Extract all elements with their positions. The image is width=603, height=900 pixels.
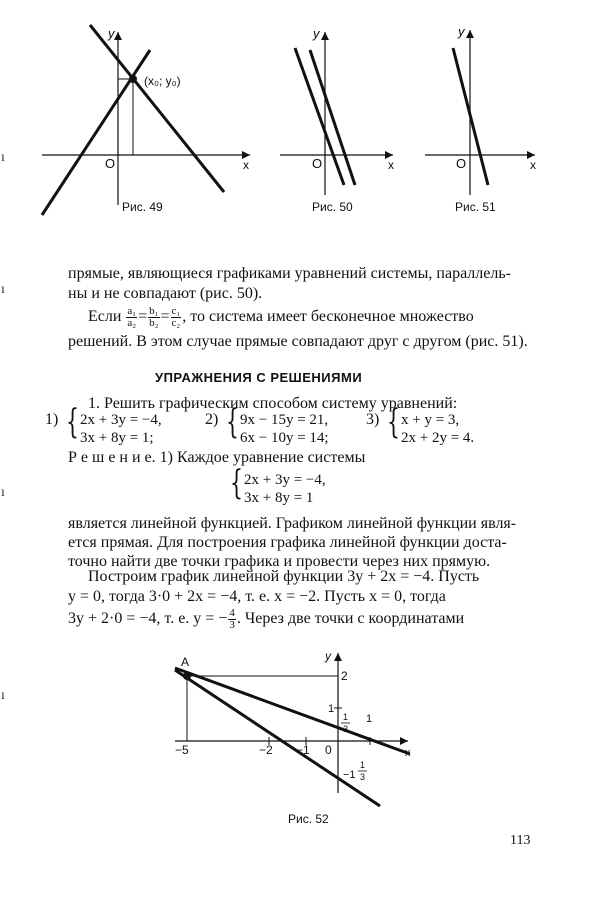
frac-b-num: b₁: [149, 305, 159, 317]
fig52-x-tick-1: 1: [366, 713, 373, 725]
frac-a: [126, 306, 137, 329]
exercise-1-title: 1. Решить графическим способом систему уравнений:: [88, 395, 458, 412]
fig52-neg-num: 1: [360, 760, 366, 770]
fig49-line-1: [42, 50, 150, 215]
para3-line1: является линейной функцией. Графиком линейной функции явля-: [68, 515, 517, 532]
frac-c: [171, 306, 182, 329]
fig52-y-label: y: [325, 649, 331, 663]
fig49-y-arrow: [114, 32, 122, 40]
fig49-caption: Рис. 49: [122, 200, 163, 214]
system-3-brace: {: [387, 402, 400, 442]
system-3-eq1: x + y = 3,: [401, 412, 460, 428]
para4-line1: Построим график линейной функции 3y + 2x = −4. Пусть: [88, 568, 480, 585]
fig52-neg-den: 3: [360, 772, 366, 782]
fig50-origin: O: [312, 156, 323, 171]
margin-mark-1: ı: [1, 150, 5, 165]
para4-line3-a: 3y + 2·0 = −4, т. е. y = −: [68, 610, 228, 628]
fig52-point-a: [183, 672, 191, 680]
fig52-third-num: 1: [343, 712, 349, 722]
system-1-number: 1): [45, 411, 59, 428]
margin-mark-3: ı: [1, 485, 5, 500]
system-2-brace: {: [226, 402, 239, 442]
fig52-y-arrow: [334, 653, 342, 661]
system-3-number: 3): [366, 411, 380, 428]
fig51-y-label: y: [458, 24, 465, 39]
fig52-neg-whole: −1: [343, 769, 356, 781]
fig52-caption: Рис. 52: [288, 812, 329, 826]
fig49-point-label: (x₀; y₀): [144, 74, 181, 88]
para3-line3: точно найти две точки графика и провести через них прямую.: [68, 553, 491, 570]
para4-line3-b: . Через две точки с координатами: [236, 610, 465, 628]
fig52-x-arrow: [400, 737, 408, 745]
figure-50: [275, 20, 405, 220]
frac-c-den: c₂: [171, 317, 181, 329]
fig49-origin: O: [105, 156, 116, 171]
fig51-origin: O: [456, 156, 467, 171]
para2-line1: [88, 306, 474, 329]
fig50-y-label: y: [313, 26, 320, 41]
fig52-x-tick-neg5: −5: [175, 743, 189, 757]
section-heading: УПРАЖНЕНИЯ С РЕШЕНИЯМИ: [155, 370, 363, 385]
figure-52: [165, 648, 430, 808]
fig51-y-arrow: [466, 30, 474, 38]
page-number: 113: [510, 833, 531, 848]
para4-line3: [68, 608, 464, 631]
frac-a-den: a₂: [127, 317, 137, 329]
system-2-eq1: 9x − 15y = 21,: [240, 412, 329, 428]
fig52-y-tick-2: 2: [341, 669, 348, 683]
solution-line: Р е ш е н и е. 1) Каждое уравнение системы: [68, 449, 366, 466]
fig50-x-label: x: [388, 158, 394, 172]
margin-mark-2: ı: [1, 282, 5, 297]
fig52-point-label: A: [181, 655, 190, 669]
para2-if: Если: [88, 308, 122, 326]
fig52-line-1: [175, 670, 380, 806]
para2-eq1: =: [138, 308, 148, 326]
figure-51: [420, 20, 540, 220]
frac-a-num: a₁: [127, 305, 137, 317]
frac-b-den: b₂: [149, 317, 159, 329]
fig51-x-label: x: [530, 158, 536, 172]
para4-frac-num: 4: [229, 607, 235, 619]
system-3-eq2: 2x + 2y = 4.: [401, 430, 475, 446]
fig52-x-tick-neg2: −2: [259, 743, 273, 757]
para4-line2: y = 0, тогда 3·0 + 2x = −4, т. е. x = −2. Пусть x = 0, тогда: [68, 588, 446, 605]
fig52-third-den: 3: [343, 724, 349, 734]
fig49-intersection-point: [129, 75, 137, 83]
para2-eq2: =: [160, 308, 170, 326]
system-2-eq2: 6x − 10y = 14;: [240, 430, 329, 446]
margin-mark-4: ı: [1, 688, 5, 703]
fig52-x-tick-neg1: −1: [296, 743, 310, 757]
system-center-brace: {: [230, 463, 243, 503]
system-1-eq1: 2x + 3y = −4,: [80, 412, 162, 428]
system-center-eq1: 2x + 3y = −4,: [244, 472, 326, 488]
para4-frac: [228, 608, 236, 631]
para3-line2: ется прямая. Для построения графика линейной функции доста-: [68, 534, 507, 551]
figure-49: [30, 20, 260, 220]
system-center-eq2: 3x + 8y = 1: [244, 490, 314, 506]
system-1-eq2: 3x + 8y = 1;: [80, 430, 154, 446]
fig52-origin: 0: [325, 743, 332, 757]
fig50-caption: Рис. 50: [312, 200, 353, 214]
fig49-y-label: y: [108, 26, 115, 41]
fig50-y-arrow: [321, 32, 329, 40]
frac-b: [148, 306, 159, 329]
para1-line1: прямые, являющиеся графиками уравнений системы, параллель-: [68, 265, 511, 282]
para1-line2: ны и не совпадают (рис. 50).: [68, 285, 263, 302]
system-2-number: 2): [205, 411, 219, 428]
para4-frac-den: 3: [229, 619, 235, 631]
fig49-x-label: x: [243, 158, 249, 172]
fig51-caption: Рис. 51: [455, 200, 496, 214]
fig52-y-tick-1: 1: [328, 703, 335, 715]
frac-c-num: c₁: [171, 305, 181, 317]
fig52-x-label: x: [405, 747, 411, 759]
para2-rest: , то система имеет бесконечное множество: [182, 308, 474, 326]
system-1-brace: {: [66, 402, 79, 442]
para2-line2: решений. В этом случае прямые совпадают друг с другом (рис. 51).: [68, 333, 528, 350]
